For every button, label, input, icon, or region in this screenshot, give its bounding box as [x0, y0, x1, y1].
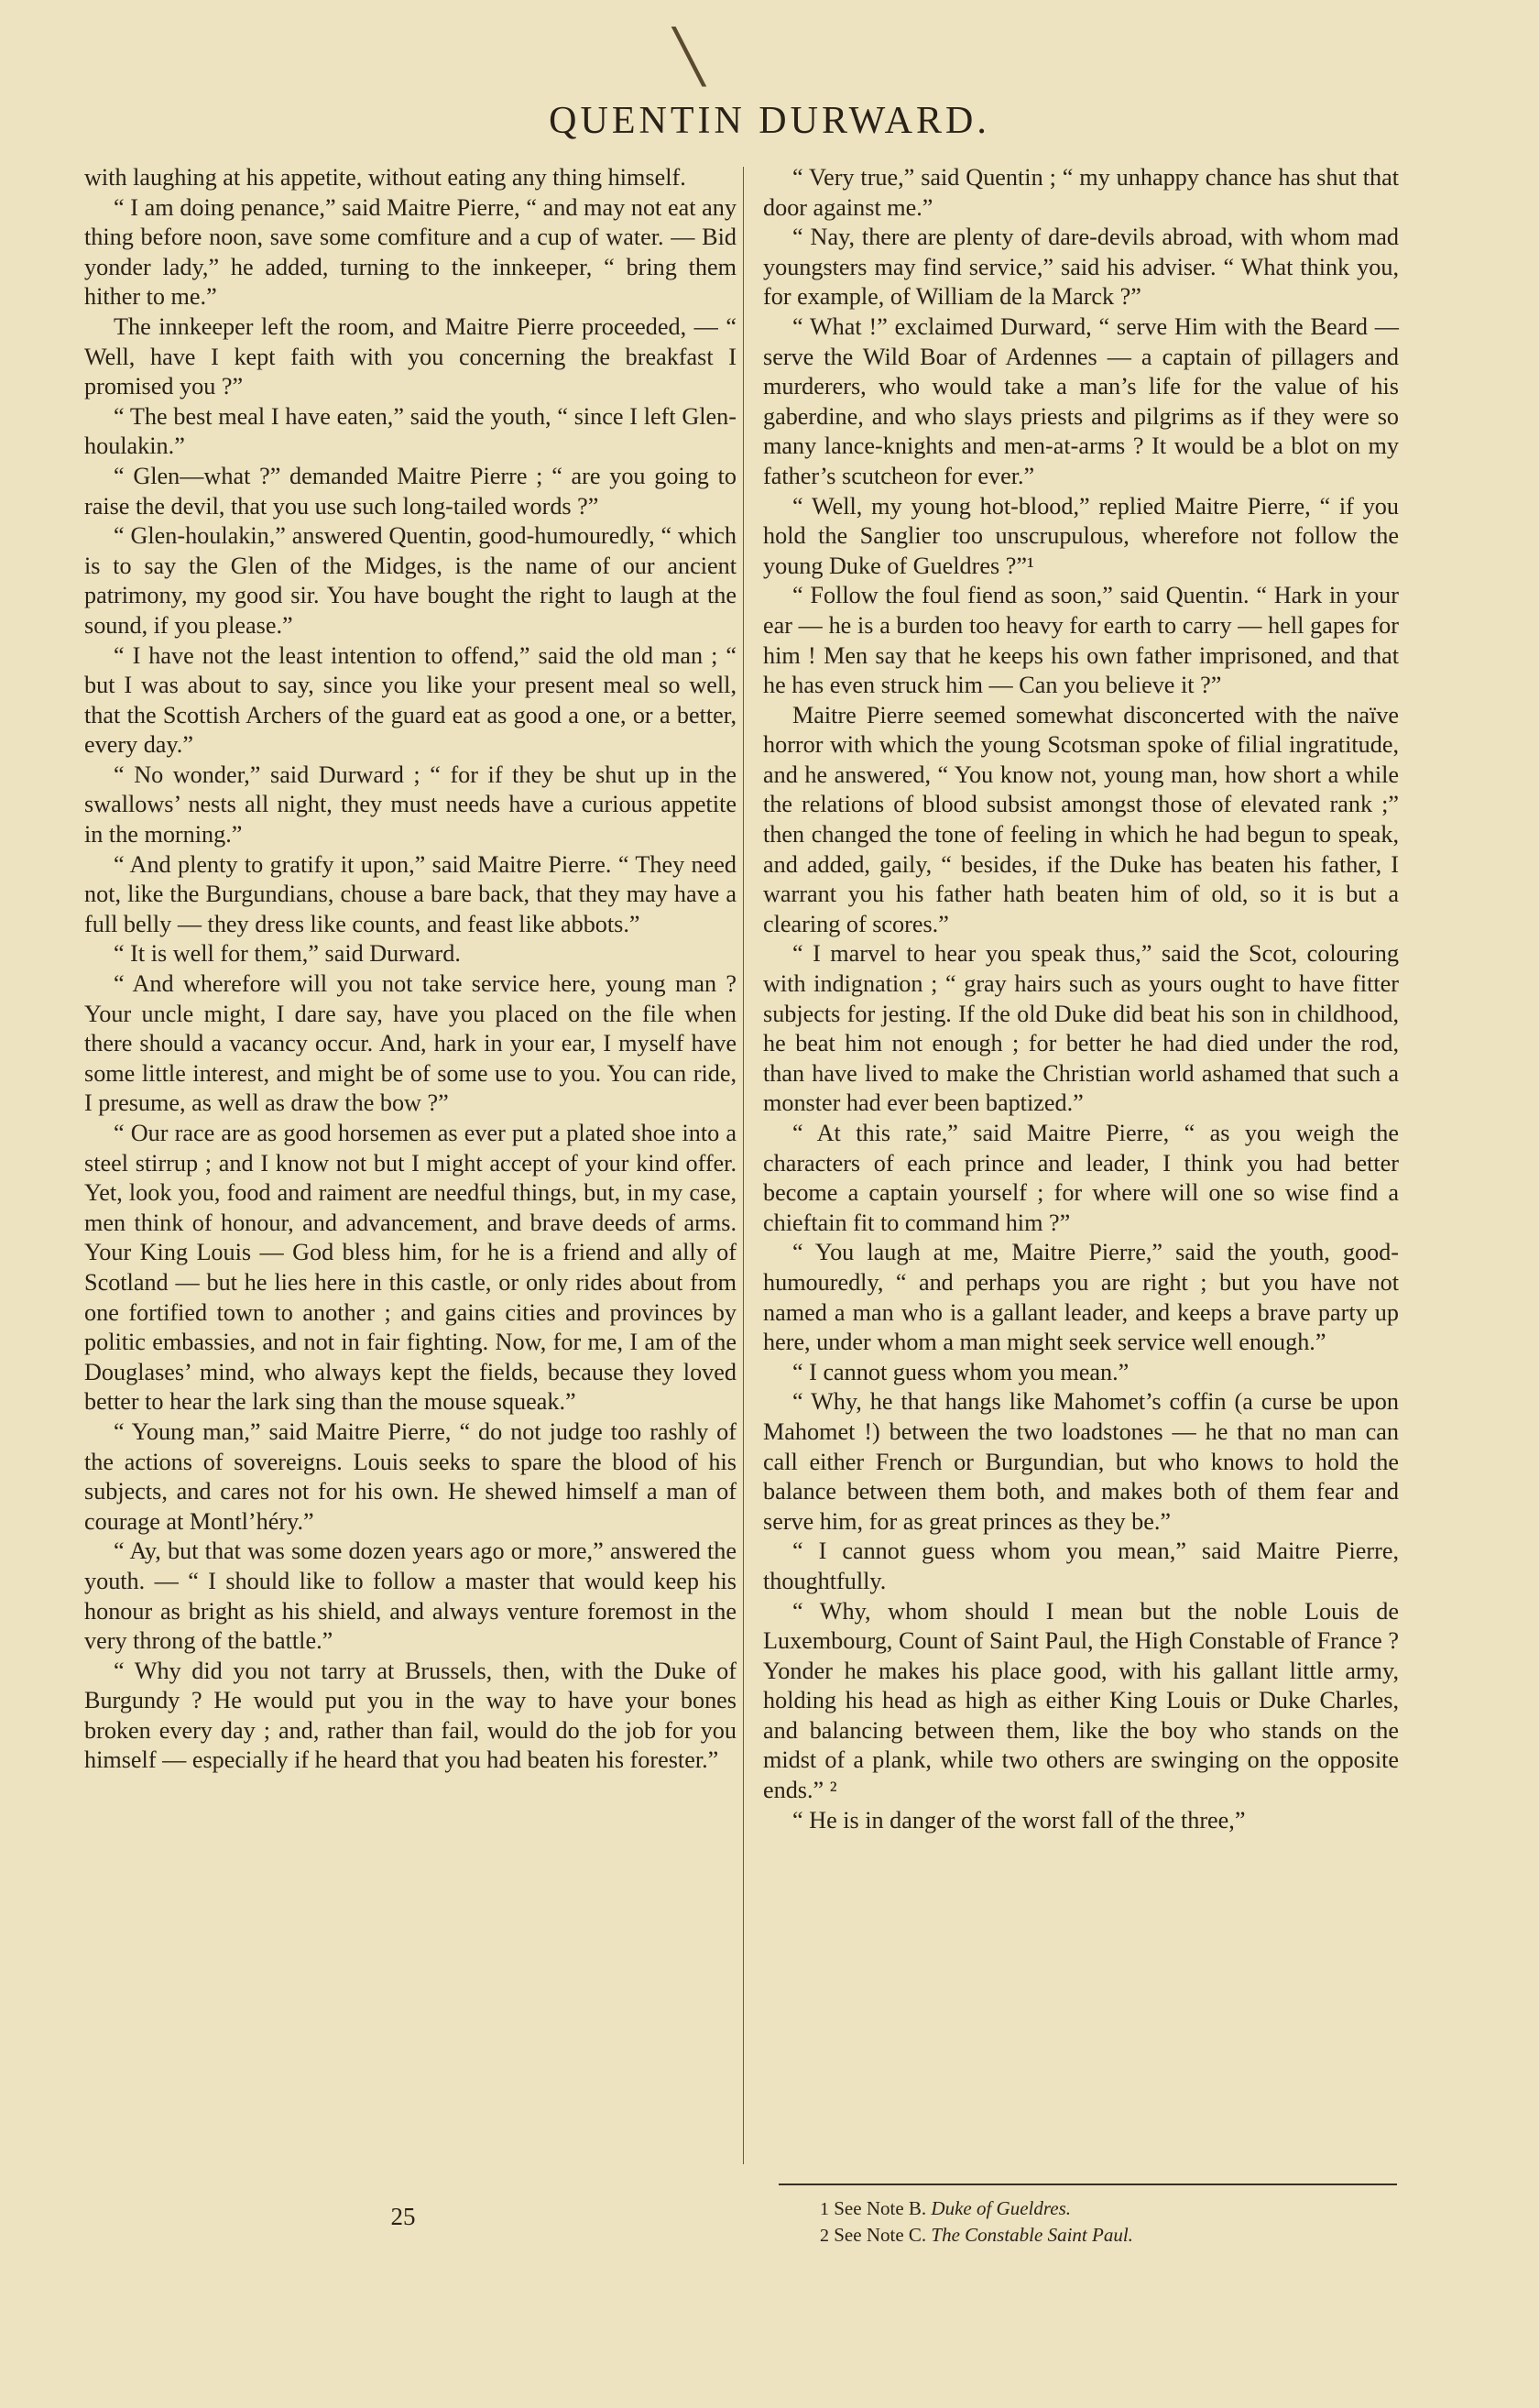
paragraph: “ I have not the least intention to offend,” said the old man ; “ but I was about to say, since you like your present meal so well, that the Scottish Archers of the guard eat as good a one, or a better, every day.”: [84, 641, 737, 759]
paragraph: “ You laugh at me, Maitre Pierre,” said the youth, good-humouredly, “ and perhaps you are right ; but you have not named a man who is a gallant leader, and keeps a brave party up here, under whom a man might seek service well enough.”: [763, 1239, 1399, 1356]
paragraph: “ Young man,” said Maitre Pierre, “ do not judge too rashly of the actions of sovereigns. Louis seeks to spare the blood of his subjects, and cares not for his own. He shewed himself a man of courage at Montl’héry.”: [84, 1417, 737, 1535]
paragraph: Maitre Pierre seemed somewhat disconcerted with the naïve horror with which the young Scotsman spoke of filial ingratitude, and he answered, “ You know not, young man, how short a while the relations of blood subsist amongst those of elevated rank ;” then changed the tone of feeling in which he had begun to speak, and added, gaily, “ besides, if the Duke has beaten his father, I warrant you his father hath beaten him of old, so it is but a clearing of scores.”: [763, 701, 1399, 937]
paragraph: “ At this rate,” said Maitre Pierre, “ as you weigh the characters of each prince and leader, I think you had better become a captain yourself ; for where will one so wise find a chieftain fit to command him ?”: [763, 1120, 1399, 1236]
paragraph: “ And plenty to gratify it upon,” said Maitre Pierre. “ They need not, like the Burgundians, chouse a bare back, that they may have a full belly — they dress like counts, and feast like abbots.”: [84, 850, 737, 937]
paragraph: “ Glen-houlakin,” answered Quentin, good-humouredly, “ which is to say the Glen of the Midges, is the name of our ancient patrimony, my good sir. You have bought the right to laugh at the sound, if you please.”: [84, 522, 737, 639]
left-column: [84, 163, 737, 1776]
paragraph: “ Ay, but that was some dozen years ago or more,” answered the youth. — “ I should like to follow a master that would keep his honour as bright as his shield, and always venture foremost in the very throng of the battle.”: [84, 1538, 737, 1655]
paragraph: “ Glen—what ?” demanded Maitre Pierre ; “ are you going to raise the devil, that you use such long-tailed words ?”: [84, 462, 737, 520]
paragraph: “ Our race are as good horsemen as ever put a plated shoe into a steel stirrup ; and I know not but I might accept of your kind offer. Yet, look you, food and raiment are needful things, but, in my case, men think of honour, and advancement, and brave deeds of arms. Your King Louis — God bless him, for he is a friend and ally of Scotland — but he lies here in this castle, or only rides about from one fortified town to another ; and gains cities and provinces by politic embassies, and not in fair fighting. Now, for me, I am of the Douglases’ mind, who always kept the fields, because they loved better to hear the lark sing than the mouse squeak.”: [84, 1120, 737, 1416]
paragraph: “ I marvel to hear you speak thus,” said the Scot, colouring with indignation ; “ gray hairs such as yours ought to have fitter subjects for jesting. If the old Duke did beat his son in childhood, he beat him not enough ; for better he had died under the rod, than have lived to make the Christian world ashamed that such a monster had ever been baptized.”: [763, 940, 1399, 1117]
right-column: [763, 163, 1399, 1835]
paragraph: “ It is well for them,” said Durward.: [114, 940, 461, 968]
paragraph: “ What !” exclaimed Durward, “ serve Him with the Beard — serve the Wild Boar of Ardennes — a captain of pillagers and murderers, who would take a man’s life for the value of his gaberdine, and who slays priests and pilgrims as if they were so many lance-knights and men-at-arms ? It would be a blot on my father’s scutcheon for ever.”: [763, 312, 1399, 489]
paragraph: “ Very true,” said Quentin ; “ my unhappy chance has shut that door against me.”: [763, 164, 1399, 221]
paragraph: “ Why, whom should I mean but the noble Louis de Luxembourg, Count of Saint Paul, the High Constable of France ? Yonder he makes his place good, with his gallant little army, holding his head as high as either King Louis or Duke Charles, and balancing between them, like the boy who stands on the midst of a plank, while two others are swinging on the opposite ends.” ²: [763, 1597, 1399, 1804]
paragraph: “ No wonder,” said Durward ; “ for if they be shut up in the swallows’ nests all night, they must needs have a curious appetite in the morning.”: [84, 761, 737, 848]
paragraph: “ And wherefore will you not take service here, young man ? Your uncle might, I dare say, have you placed on the file when there should a vacancy occur. And, hark in your ear, I myself have some little interest, and might be of some use to you. You can ride, I presume, as well as draw the bow ?”: [84, 970, 737, 1117]
printer-ornament: ╲: [673, 29, 704, 86]
paragraph: “ Nay, there are plenty of dare-devils abroad, with whom mad youngsters may find service,” said his adviser. “ What think you, for example, of William de la Marck ?”: [763, 224, 1399, 311]
footnotes: [820, 2195, 1388, 2249]
paragraph: “ I cannot guess whom you mean.”: [792, 1358, 1130, 1385]
paragraph: “ The best meal I have eaten,” said the youth, “ since I left Glen-houlakin.”: [84, 402, 737, 460]
running-head: QUENTIN DURWARD.: [549, 100, 990, 142]
paragraph: “ I cannot guess whom you mean,” said Maitre Pierre, thoughtfully.: [763, 1538, 1399, 1594]
paragraph: “ Follow the foul fiend as soon,” said Quentin. “ Hark in your ear — he is a burden too heavy for earth to carry — hell gapes for him ! Men say that he keeps his own father imprisoned, and that he has even struck him — Can you believe it ?”: [763, 582, 1399, 699]
paragraph: “ I am doing penance,” said Maitre Pierre, “ and may not eat any thing before noon, save some comfiture and a cup of water. — Bid yonder lady,” he added, turning to the innkeeper, “ bring them hither to me.”: [84, 193, 737, 311]
footnote: 1 See Note B. Duke of Gueldres.: [820, 2197, 1072, 2219]
paragraph: “ Why did you not tarry at Brussels, then, with the Duke of Burgundy ? He would put you in the way to have your bones broken every day ; and, rather than fail, would do the job for you himself — especially if he heard that you had beaten his forester.”: [84, 1657, 737, 1774]
column-divider: [743, 167, 744, 2164]
paragraph: “ Well, my young hot-blood,” replied Maitre Pierre, “ if you hold the Sanglier too unscrupulous, wherefore not follow the young Duke of Gueldres ?”¹: [763, 492, 1399, 579]
paragraph: “ He is in danger of the worst fall of the three,”: [792, 1806, 1246, 1833]
paragraph: “ Why, he that hangs like Mahomet’s coffin (a curse be upon Mahomet !) between the two loadstones — he that no man can call either French or Burgundian, but who knows to hold the balance between them both, and makes both of them fear and serve him, for as great princes as they be.”: [763, 1388, 1399, 1535]
footnote-rule: [779, 2184, 1397, 2185]
paragraph: The innkeeper left the room, and Maitre Pierre proceeded, — “ Well, have I kept faith with you concerning the breakfast I promised you ?”: [84, 312, 737, 400]
footnote: 2 See Note C. The Constable Saint Paul.: [820, 2224, 1133, 2246]
page-number: 25: [390, 2203, 416, 2230]
paragraph: with laughing at his appetite, without eating any thing himself.: [84, 164, 686, 191]
